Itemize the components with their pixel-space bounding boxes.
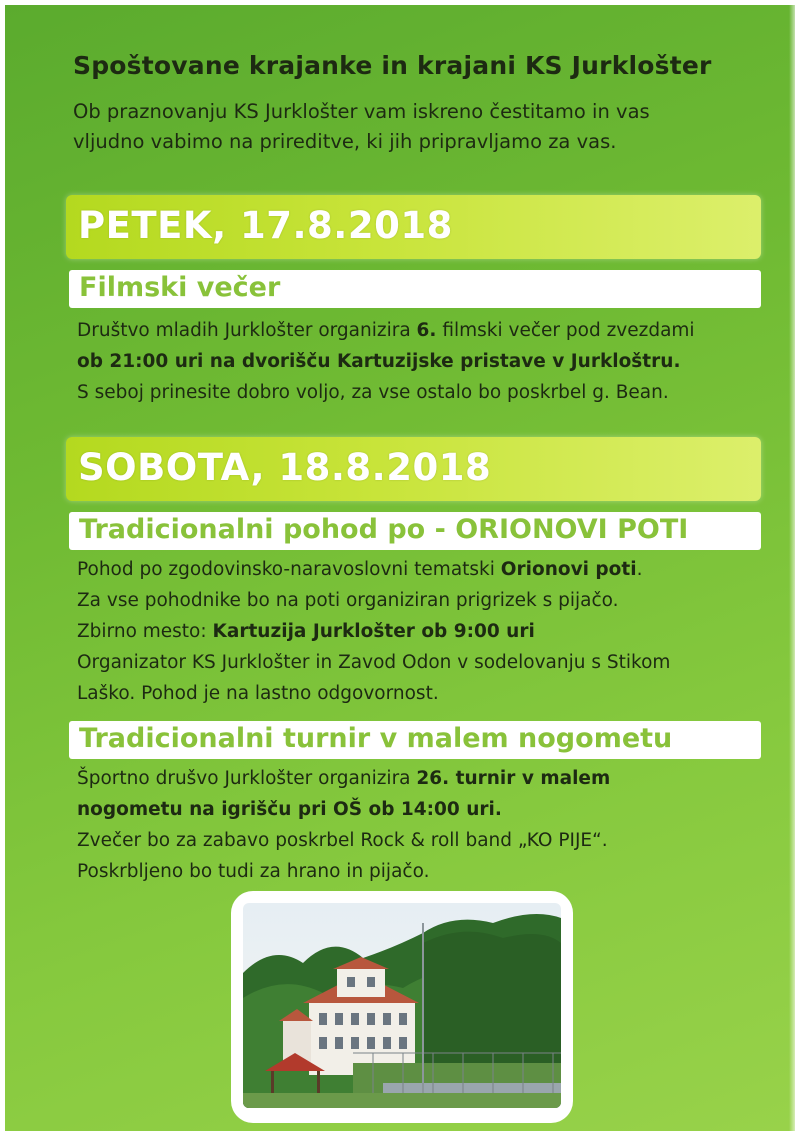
text-run-bold: 6.: [416, 320, 437, 341]
film-evening-description: [77, 315, 767, 408]
greeting-line: Ob praznovanju KS Jurklošter vam iskreno čestitamo in vas: [73, 100, 650, 123]
description-line: [77, 315, 767, 346]
greeting-line: vljudno vabimo na prireditve, ki jih pripravljamo za vas.: [73, 130, 617, 153]
text-run-bold: Kartuzija Jurklošter ob 9:00 uri: [212, 621, 535, 642]
school-building-photo: [243, 903, 561, 1108]
text-run-bold: ob 21:00 uri na dvorišču Kartuzijske pristave v Jurkloštru.: [77, 351, 681, 372]
friday-heading: PETEK, 17.8.2018: [78, 204, 453, 247]
film-evening-title-bar: [69, 270, 761, 308]
description-line: Zvečer bo za zabavo poskrbel Rock & roll band „KO PIJE“.: [77, 830, 608, 851]
football-title-bar: [69, 721, 761, 759]
description-line: [77, 616, 767, 647]
description-line: [77, 346, 767, 377]
text-run: Društvo mladih Jurklošter organizira: [77, 320, 417, 341]
text-run-bold: 26. turnir v malem: [416, 768, 611, 789]
description-line: Laško. Pohod je na lastno odgovornost.: [77, 683, 439, 704]
friday-heading-bar: [66, 195, 761, 259]
saturday-heading-bar: [66, 437, 761, 501]
description-line: S seboj prinesite dobro voljo, za vse ostalo bo poskrbel g. Bean.: [77, 382, 669, 403]
text-run: Zbirno mesto:: [77, 621, 213, 642]
description-line: [77, 554, 767, 585]
greeting-text: [73, 97, 753, 157]
description-line: Za vse pohodnike bo na poti organiziran prigrizek s pijačo.: [77, 590, 619, 611]
text-run-bold: nogometu na igrišču pri OŠ ob 14:00 uri.: [77, 799, 502, 820]
football-title: Tradicionalni turnir v malem nogometu: [79, 723, 673, 754]
text-run-bold: Orionovi poti: [500, 559, 637, 580]
description-line: [77, 794, 767, 825]
text-run: Pohod po zgodovinsko-naravoslovni tematski: [77, 559, 501, 580]
description-line: Organizator KS Jurklošter in Zavod Odon v sodelovanju s Stikom: [77, 652, 671, 673]
hike-title: Tradicionalni pohod po - ORIONOVI POTI: [79, 514, 689, 545]
text-run: Športno drušvo Jurklošter organizira: [77, 768, 417, 789]
football-description: [77, 763, 767, 887]
text-run: .: [636, 559, 643, 580]
saturday-heading: SOBOTA, 18.8.2018: [78, 446, 492, 489]
description-line: [77, 763, 767, 794]
hike-title-bar: [69, 512, 761, 550]
flyer-page: [5, 5, 795, 1131]
school-building-illustration: [243, 903, 561, 1108]
text-run: filmski večer pod zvezdami: [436, 320, 695, 341]
hike-description: [77, 554, 767, 709]
description-line: Poskrbljeno bo tudi za hrano in pijačo.: [77, 861, 430, 882]
greeting-title: Spoštovane krajanke in krajani KS Jurklošter: [73, 51, 712, 80]
photo-frame: [231, 891, 573, 1123]
film-evening-title: Filmski večer: [79, 272, 281, 303]
